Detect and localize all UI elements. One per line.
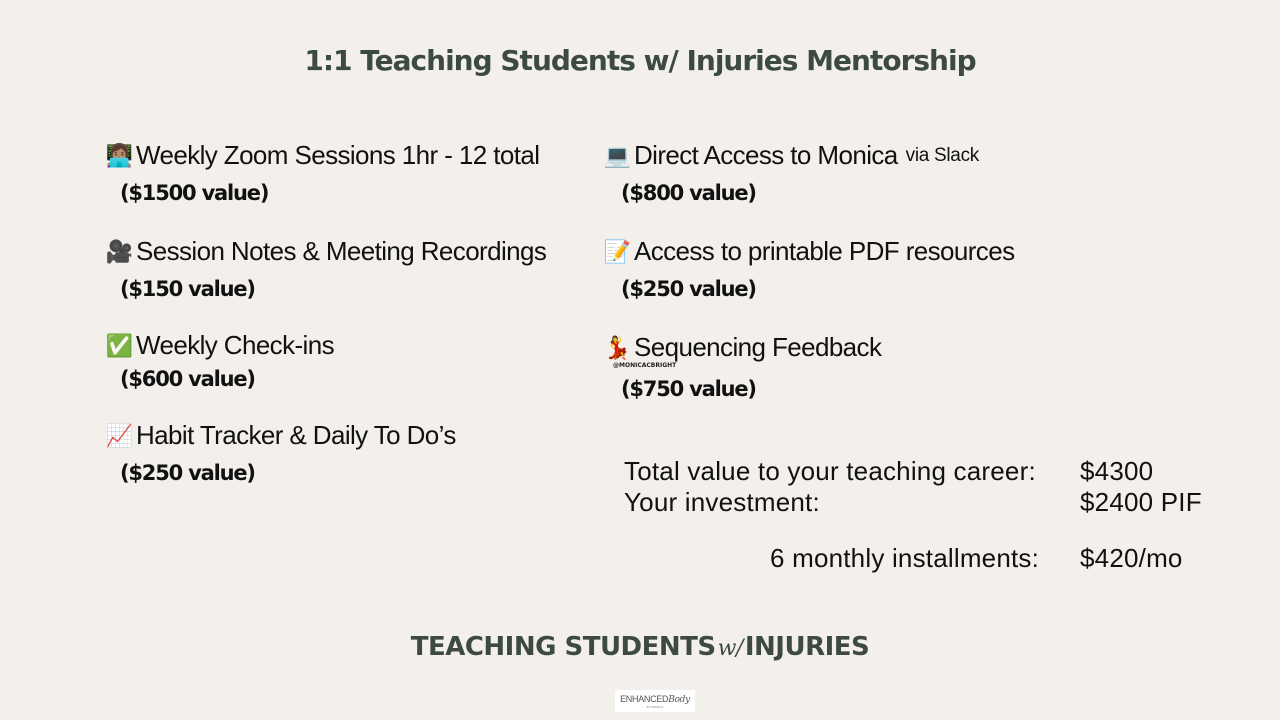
offer-item-label: Habit Tracker & Daily To Do’s <box>136 420 456 450</box>
offer-item-check-ins <box>104 330 334 391</box>
total-value-amount: $4300 <box>1080 456 1154 486</box>
footer-title-part2: w/ <box>717 636 743 661</box>
offer-item-direct-access <box>602 140 979 205</box>
installments-amount: $420/mo <box>1080 543 1183 573</box>
dancer-icon: 💃 <box>603 334 631 360</box>
installments-label: 6 monthly installments: <box>770 543 1040 573</box>
movie-camera-icon: 🎥 <box>105 238 133 264</box>
person-laptop-icon: 👩🏽‍💻 <box>105 142 133 168</box>
offer-item-label: Sequencing Feedback <box>634 332 882 362</box>
total-value-label: Total value to your teaching career: <box>624 456 1036 486</box>
offer-item-session-notes <box>104 236 546 301</box>
brand-tagline: BY MONICA <box>646 704 664 709</box>
footer-title-part3: INJURIES <box>744 632 870 662</box>
offer-item-habit-tracker <box>104 420 456 485</box>
chart-increasing-icon: 📈 <box>105 422 133 448</box>
offer-item-value: ($600 value) <box>120 367 255 391</box>
laptop-icon: 💻 <box>603 142 631 168</box>
memo-icon: 📝 <box>603 238 631 264</box>
offer-item-value: ($150 value) <box>120 277 255 301</box>
investment-label: Your investment: <box>624 487 820 517</box>
offer-item-label: Access to printable PDF resources <box>634 236 1015 266</box>
offer-item-value: ($1500 value) <box>120 181 269 205</box>
brand-name: ENHANCED <box>620 693 669 704</box>
offer-item-zoom-sessions <box>104 140 539 205</box>
offer-item-value: ($800 value) <box>621 181 756 205</box>
offer-item-label: Direct Access to Monica <box>634 140 898 170</box>
page-title: 1:1 Teaching Students w/ Injuries Mentorship <box>304 44 976 77</box>
offer-item-label: Weekly Check-ins <box>136 330 334 360</box>
offer-item-pdf-resources <box>602 236 1014 301</box>
footer-brand-title <box>0 632 1280 662</box>
offer-item-value: ($250 value) <box>120 461 255 485</box>
brand-logo <box>615 690 695 712</box>
brand-script: Body <box>668 694 690 705</box>
offer-item-suffix: via Slack <box>905 144 979 166</box>
offer-item-label: Weekly Zoom Sessions 1hr - 12 total <box>136 140 540 170</box>
offer-item-value: ($750 value) <box>621 377 756 401</box>
offer-item-label: Session Notes & Meeting Recordings <box>136 236 547 266</box>
investment-amount: $2400 PIF <box>1080 487 1202 517</box>
watermark: @MONICACBRIGHT <box>613 362 677 369</box>
check-mark-icon: ✅ <box>105 332 133 358</box>
footer-title-part1: TEACHING STUDENTS <box>410 632 716 662</box>
offer-item-value: ($250 value) <box>621 277 756 301</box>
